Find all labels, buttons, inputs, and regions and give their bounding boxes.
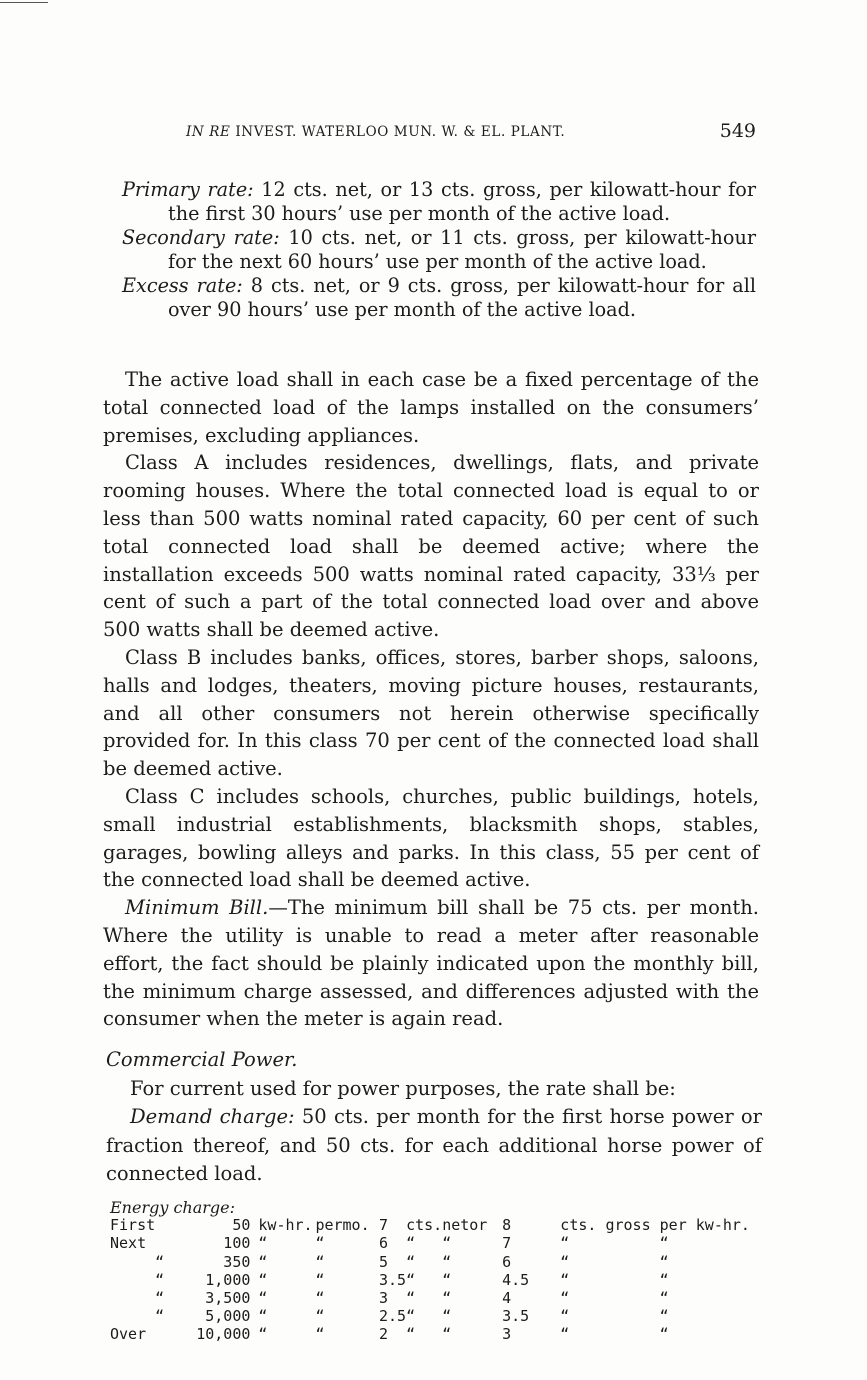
page-number: 549 [719,120,756,142]
table-cell: 3 [378,1289,388,1308]
demand-charge-label: Demand charge: [130,1105,295,1128]
paragraph-minimum-bill [103,894,759,1033]
table-cell: “ [442,1270,452,1289]
table-cell: “ [406,1307,416,1326]
table-cell: “ [258,1270,268,1289]
table-cell: cts. [406,1216,443,1235]
table-cell: “ [315,1270,325,1289]
table-cell: 5,000 [205,1307,251,1326]
table-cell [343,1234,379,1252]
table-cell: “ “ [560,1252,669,1271]
table-row [110,1325,750,1343]
table-cell [343,1325,379,1343]
energy-charge-label: Energy charge: [110,1198,236,1217]
table-cell: Over [110,1325,147,1344]
table-cell: 100 [223,1234,251,1253]
rate-label: Secondary rate: [122,226,280,249]
table-cell: Next [110,1234,147,1253]
table-row [110,1307,750,1325]
table-cell: 7 [502,1234,512,1253]
table-cell: “ [258,1325,268,1344]
table-cell: “ [442,1289,452,1308]
header-title-rest: INVEST. WATERLOO MUN. W. & EL. PLANT. [230,124,566,140]
table-cell: “ [442,1252,452,1271]
commercial-power-section [106,1046,762,1189]
table-cell [469,1307,502,1325]
rate-primary [122,178,756,226]
table-cell [343,1271,379,1289]
table-cell: “ [315,1289,325,1308]
table-cell: or [469,1216,488,1235]
table-cell: 6 [502,1252,512,1271]
table-row [110,1234,750,1252]
table-cell: “ [406,1270,416,1289]
table-cell [110,1289,155,1307]
table-cell [343,1289,379,1307]
table-cell: 1,000 [205,1270,251,1289]
minimum-bill-text: —The minimum bill shall be 75 cts. per month. Where the utility is unable to read a meter after reasonable effort, the fact should be plainly indicated upon the monthly bill, the minimum charge assessed, and differences adjusted with the consumer when the meter is again read. [103,896,759,1031]
rate-text: 12 cts. net, or 13 cts. gross, per kilowatt-hour for the first 30 hours’ use per month of the active load. [168,178,757,225]
table-cell [469,1325,502,1343]
table-cell: “ [442,1325,452,1344]
table-cell: mo. [342,1216,370,1235]
table-cell: 10,000 [196,1325,251,1344]
table-cell [343,1307,379,1325]
table-row [110,1289,750,1307]
table-row [110,1216,750,1234]
table-cell: 7 [378,1216,388,1235]
table-cell: “ [155,1270,165,1289]
table-cell: “ [258,1234,268,1253]
header-title [186,124,565,140]
table-cell: “ [406,1234,416,1253]
table-cell: “ [442,1234,452,1253]
energy-charge-section [110,1199,750,1344]
table-cell: 2 [378,1325,388,1344]
table-cell: net [442,1216,470,1235]
table-cell [155,1216,192,1234]
table-cell: “ [315,1252,325,1271]
table-cell: “ [258,1289,268,1308]
minimum-bill-label: Minimum Bill. [125,896,269,920]
table-cell [343,1253,379,1271]
table-cell: 3.5 [378,1270,407,1289]
table-cell: 8 [502,1216,512,1235]
paragraph-active-load: The active load shall in each case be a fixed percentage of the total connected load of the lamps installed on the consumers’ premises, excluding appliances. [103,368,759,447]
table-cell: 350 [223,1252,251,1271]
table-cell: “ [315,1234,325,1253]
table-cell [110,1253,155,1271]
table-cell: “ [406,1325,416,1344]
rate-text: 8 cts. net, or 9 cts. gross, per kilowatt-hour for all over 90 hours’ use per month of the active load. [168,274,756,321]
table-cell: 3.5 [502,1307,530,1326]
table-cell: “ [406,1252,416,1271]
table-cell: “ [155,1252,165,1271]
running-header [186,122,756,146]
table-row [110,1253,750,1271]
table-cell: “ [315,1307,325,1326]
rate-secondary [122,226,756,274]
corner-rule [0,2,48,3]
table-cell: 3,500 [205,1289,251,1308]
table-cell [469,1234,502,1252]
table-cell: cts. gross per kw-hr. [560,1216,750,1235]
table-cell: “ “ [560,1307,669,1326]
table-cell: “ “ [560,1234,669,1253]
rate-excess [122,274,756,322]
table-cell: “ [155,1307,165,1326]
table-cell [110,1271,155,1289]
demand-charge [106,1103,762,1189]
rate-text: 10 cts. net, or 11 cts. gross, per kilowatt-hour for the next 60 hours’ use per month of the active load. [168,226,756,273]
table-cell [469,1253,502,1271]
rate-list [122,178,756,322]
table-cell: 3 [502,1325,512,1344]
section-heading: Commercial Power. [106,1048,298,1071]
demand-charge-text: 50 cts. per month for the first horse power or fraction thereof, and 50 cts. for each additional horse power of connected load. [106,1105,762,1185]
header-title-italic: IN RE [186,124,231,140]
paragraph-class-c: Class C includes schools, churches, public buildings, hotels, small industrial establishments, blacksmith shops, stables, garages, bowling alleys and parks. In this class, 55 per cent of the connected load shall be deemed active. [103,784,759,892]
table-cell [155,1234,192,1252]
rate-label: Primary rate: [122,178,254,201]
table-cell: 2.5 [378,1307,407,1326]
table-cell: “ [258,1307,268,1326]
energy-rows [110,1216,750,1343]
table-cell: “ [406,1289,416,1308]
table-cell: First [110,1216,156,1235]
table-cell [110,1307,155,1325]
table-cell: 4 [502,1289,512,1308]
paragraph-class-b: Class B includes banks, offices, stores, barber shops, saloons, halls and lodges, theaters, moving picture houses, restaurants, and all other consumers not herein otherwise specifically provided for. In this class 70 per cent of the connected load shall be deemed active. [103,645,759,781]
table-cell [155,1325,192,1343]
table-cell: “ [258,1252,268,1271]
table-cell: “ “ [560,1325,669,1344]
table-cell: “ [442,1307,452,1326]
energy-charge-table [110,1216,750,1343]
table-cell: 4.5 [502,1270,530,1289]
table-cell: 5 [378,1252,388,1271]
table-cell: “ [315,1325,325,1344]
table-cell: 6 [378,1234,388,1253]
table-cell: “ “ [560,1270,669,1289]
power-intro: For current used for power purposes, the rate shall be: [130,1076,676,1100]
table-cell [469,1289,502,1307]
paragraph-class-a: Class A includes residences, dwellings, flats, and private rooming houses. Where the total connected load is equal to or less than 500 watts nominal rated capacity, 60 per cent of such total connected load shall be deemed active; where the installation exceeds 500 watts nominal rated capacity, 33⅓ per cent of such a part of the total connected load over and above 500 watts shall be deemed active. [103,451,759,642]
table-row [110,1271,750,1289]
table-cell: kw-hr. [258,1216,313,1235]
table-cell: per [315,1216,343,1235]
table-cell: “ “ [560,1289,669,1308]
table-cell: “ [155,1289,165,1308]
rate-label: Excess rate: [122,274,243,297]
body-text [103,366,759,1033]
table-cell [469,1271,502,1289]
table-cell: 50 [232,1216,251,1235]
